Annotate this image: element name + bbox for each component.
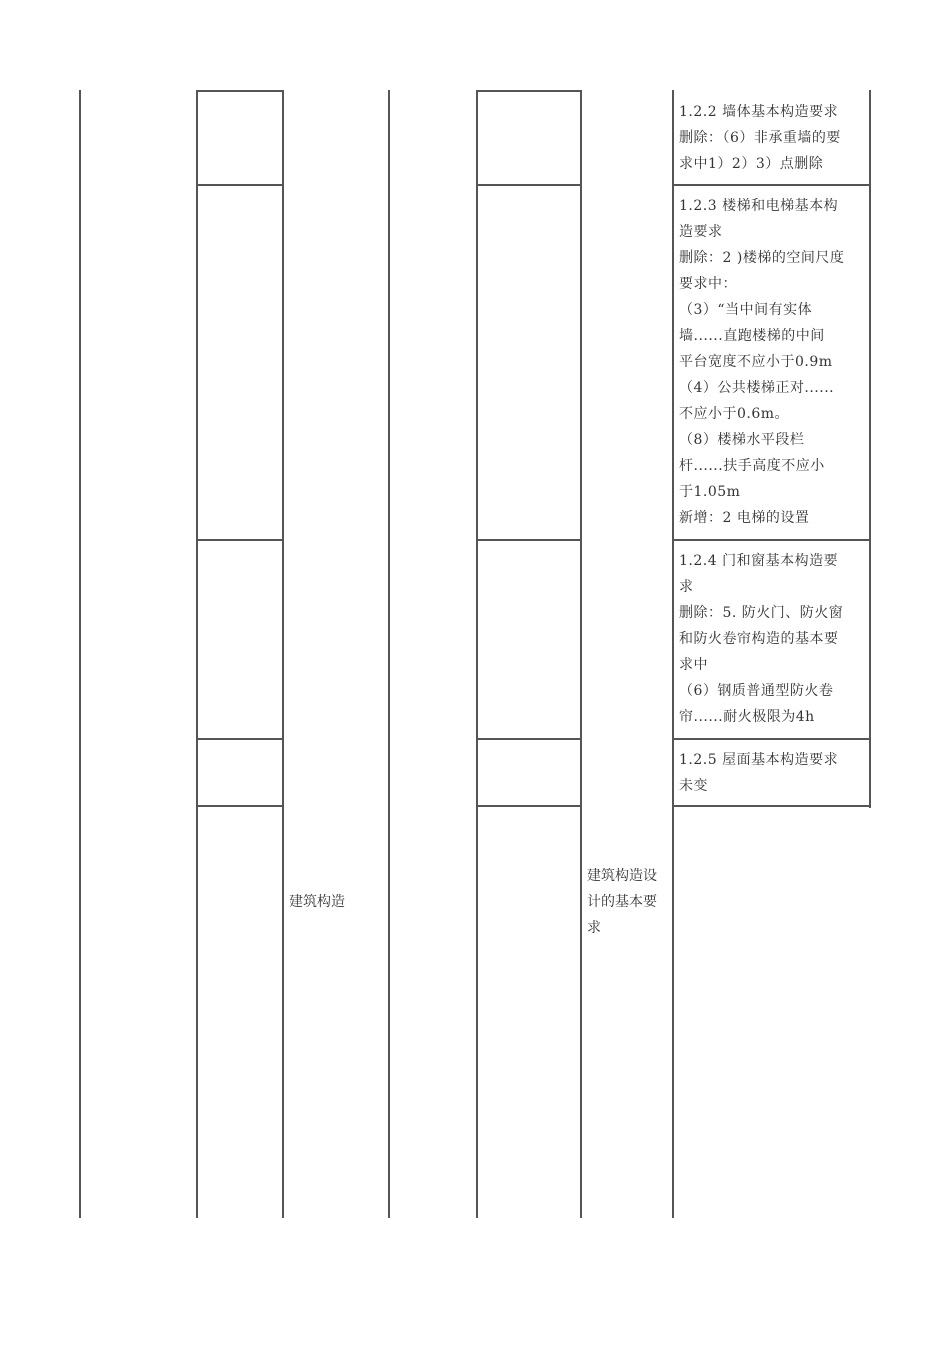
col-border-4 [388, 90, 390, 1218]
col-border-3 [282, 90, 284, 1218]
cell-line: 1.2.4 门和窗基本构造要 [679, 553, 839, 569]
row-border [672, 539, 871, 541]
row-border [196, 805, 284, 807]
cell-line: 求中 [679, 657, 708, 673]
requirement-cell-1-2-4 [679, 548, 843, 730]
row-border [476, 805, 582, 807]
cell-line: 1.2.3 楼梯和电梯基本构 [679, 198, 839, 214]
row-border [196, 184, 284, 186]
cell-line: 要求中： [679, 276, 737, 292]
col-border-1 [79, 90, 81, 1218]
requirement-cell-1-2-3 [679, 193, 844, 531]
row-border [672, 738, 871, 740]
section-label-line: 计的基本要 [587, 894, 657, 910]
cell-line: （4）公共楼梯正对...... [679, 380, 835, 396]
cell-line: 平台宽度不应小于0.9m [679, 354, 833, 370]
cell-line: （8）楼梯水平段栏 [679, 432, 805, 448]
requirement-cell-1-2-2 [679, 99, 841, 177]
row-border [476, 738, 582, 740]
cell-line: 求中1）2）3）点删除 [679, 156, 824, 172]
col-border-5 [476, 90, 478, 1218]
cell-line: 1.2.2 墙体基本构造要求 [679, 104, 839, 120]
cell-line: 未变 [679, 778, 708, 794]
row-border [196, 90, 284, 92]
cell-line: 造要求 [679, 224, 723, 240]
cell-line: 1.2.5 屋面基本构造要求 [679, 752, 839, 768]
cell-line: 和防火卷帘构造的基本要 [679, 631, 839, 647]
row-border [476, 184, 582, 186]
cell-line: 删除：2 )楼梯的空间尺度 [679, 250, 845, 266]
row-border [196, 539, 284, 541]
row-border [672, 184, 871, 186]
cell-line: 删除：（6）非承重墙的要 [679, 130, 841, 146]
row-border [196, 738, 284, 740]
cell-line: （3）“当中间有实体 [679, 302, 813, 318]
cell-line: 新增：2 电梯的设置 [679, 510, 810, 526]
col-border-7 [672, 90, 674, 1218]
cell-line: 杆......扶手高度不应小 [679, 458, 825, 474]
row-border [476, 539, 582, 541]
cell-line: 不应小于0.6m。 [679, 406, 790, 422]
cell-line: 求 [679, 579, 694, 595]
cell-line: 帘......耐火极限为4h [679, 709, 815, 725]
cell-line: （6）钢质普通型防火卷 [679, 683, 834, 699]
section-label-line: 求 [587, 920, 601, 936]
cell-line: 删除：5. 防火门、防火窗 [679, 605, 844, 621]
col-border-2 [196, 90, 198, 1218]
col-border-8 [869, 90, 871, 808]
cell-line: 墙......直跑楼梯的中间 [679, 328, 825, 344]
row-border [476, 90, 582, 92]
row-border [672, 805, 871, 807]
col-border-6 [580, 90, 582, 1218]
requirement-cell-1-2-5 [679, 747, 838, 799]
category-label: 建筑构造 [289, 894, 345, 910]
section-label-line: 建筑构造设 [587, 868, 657, 884]
cell-line: 于1.05m [679, 484, 741, 500]
section-label [587, 863, 671, 941]
